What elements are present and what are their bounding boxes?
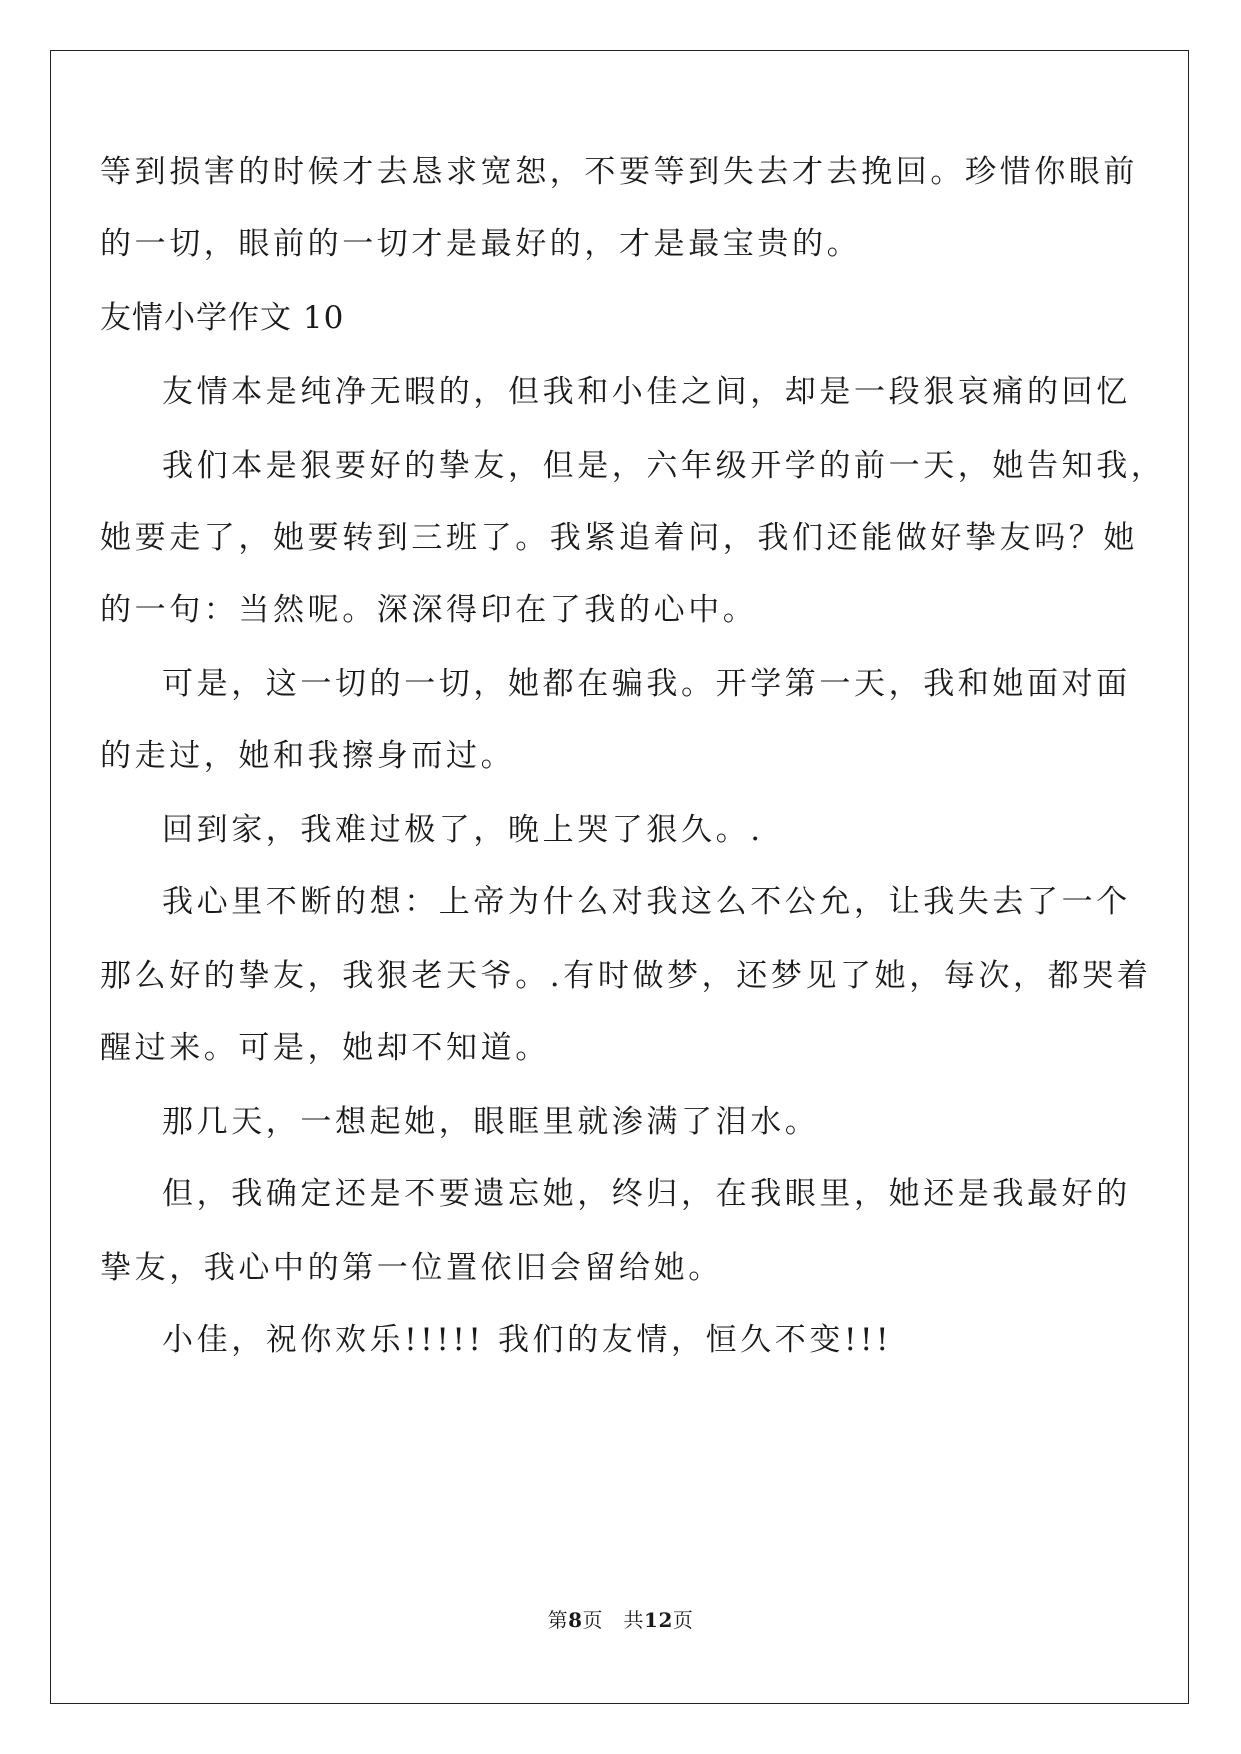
text-line: 醒过来。可是，她却不知道。 bbox=[100, 1030, 550, 1066]
paragraph-start: 我心里不断的想：上帝为什么对我这么不公允，让我失去了一个 bbox=[162, 884, 1131, 920]
text-line: 那么好的挚友，我狠老天爷。.有时做梦，还梦见了她，每次，都哭着 bbox=[100, 958, 1152, 994]
text-line: 挚友，我心中的第一位置依旧会留给她。 bbox=[100, 1250, 723, 1286]
footer-middle: 页 共 bbox=[582, 1608, 645, 1632]
paragraph-start: 我们本是狠要好的挚友，但是，六年级开学的前一天，她告知我， bbox=[162, 448, 1166, 484]
total-pages: 12 bbox=[644, 1608, 673, 1632]
text-line: 她要走了，她要转到三班了。我紧追着问，我们还能做好挚友吗？她 bbox=[100, 520, 1138, 556]
paragraph-start: 那几天，一想起她，眼眶里就渗满了泪水。 bbox=[162, 1104, 820, 1140]
paragraph-start: 但，我确定还是不要遗忘她，终归，在我眼里，她还是我最好的 bbox=[162, 1176, 1131, 1212]
text-line: 的走过，她和我擦身而过。 bbox=[100, 738, 516, 774]
page-footer bbox=[0, 1604, 1241, 1633]
paragraph-start: 友情本是纯净无暇的，但我和小佳之间，却是一段狠哀痛的回忆 bbox=[162, 374, 1131, 410]
footer-prefix: 第 bbox=[547, 1608, 569, 1632]
page-number: 8 bbox=[568, 1608, 583, 1632]
section-title: 友情小学作文 10 bbox=[100, 300, 345, 336]
paragraph-start: 小佳，祝你欢乐!!!!! 我们的友情，恒久不变!!! bbox=[162, 1322, 893, 1358]
text-line: 的一句：当然呢。深深得印在了我的心中。 bbox=[100, 592, 758, 628]
paragraph-start: 可是，这一切的一切，她都在骗我。开学第一天，我和她面对面 bbox=[162, 666, 1131, 702]
text-line: 的一切，眼前的一切才是最好的，才是最宝贵的。 bbox=[100, 226, 862, 262]
text-line: 等到损害的时候才去恳求宽恕，不要等到失去才去挽回。珍惜你眼前 bbox=[100, 154, 1138, 190]
footer-suffix: 页 bbox=[672, 1608, 694, 1632]
paragraph-start: 回到家，我难过极了，晚上哭了狠久。. bbox=[162, 812, 764, 848]
